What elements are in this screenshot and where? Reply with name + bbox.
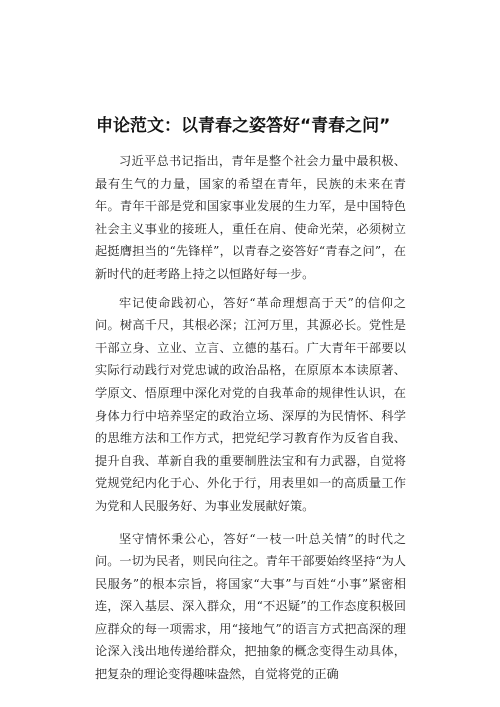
article-body — [95, 150, 406, 692]
article-title: 申论范文：以青春之姿答好“青春之问” — [96, 116, 391, 136]
paragraph-1: 习近平总书记指出，青年是整个社会力量中最积极、最有生气的力量，国家的希望在青年，民族的未来在青年。青年干部是党和国家事业发展的生力军，是中国特色社会主义事业的接班人，重任在肩、使命光荣，必须树立起挺膺担当的“先锋样”，以青春之姿答好“青春之问”，在新时代的赶考路上持之以恒路好每一步。 — [95, 154, 406, 281]
paragraph-3: 坚守情怀秉公心，答好“一枝一叶总关情”的时代之问。一切为民者，则民向往之。青年干部要始终坚持“为人民服务”的根本宗旨，将国家“大事”与百姓“小事”紧密相连，深入基层、深入群众，用“不迟疑”的工作态度积极回应群众的每一项需求，用“接地气”的语言方式把高深的理论深入浅出地传递给群众，把抽象的概念变得生动具体，把复杂的理论变得趣味盎然，自觉将党的正确 — [95, 531, 406, 682]
paragraph-2: 牢记使命践初心，答好“革命理想高于天”的信仰之问。树高千尺，其根必深；江河万里，其源必长。党性是干部立身、立业、立言、立德的基石。广大青年干部要以实际行动践行对党忠诚的政治品格，在原原本本读原著、学原文、悟原理中深化对党的自我革命的规律性认识，在身体力行中培养坚定的政治立场、深厚的为民情怀、科学的思维方法和工作方式，把党纪学习教育作为反省自我、提升自我、革新自我的重要制胜法宝和有力武器，自觉将党规党纪内化于心、外化于行，用表里如一的高质量工作为党和人民服务好、为事业发展献好策。 — [95, 295, 406, 513]
